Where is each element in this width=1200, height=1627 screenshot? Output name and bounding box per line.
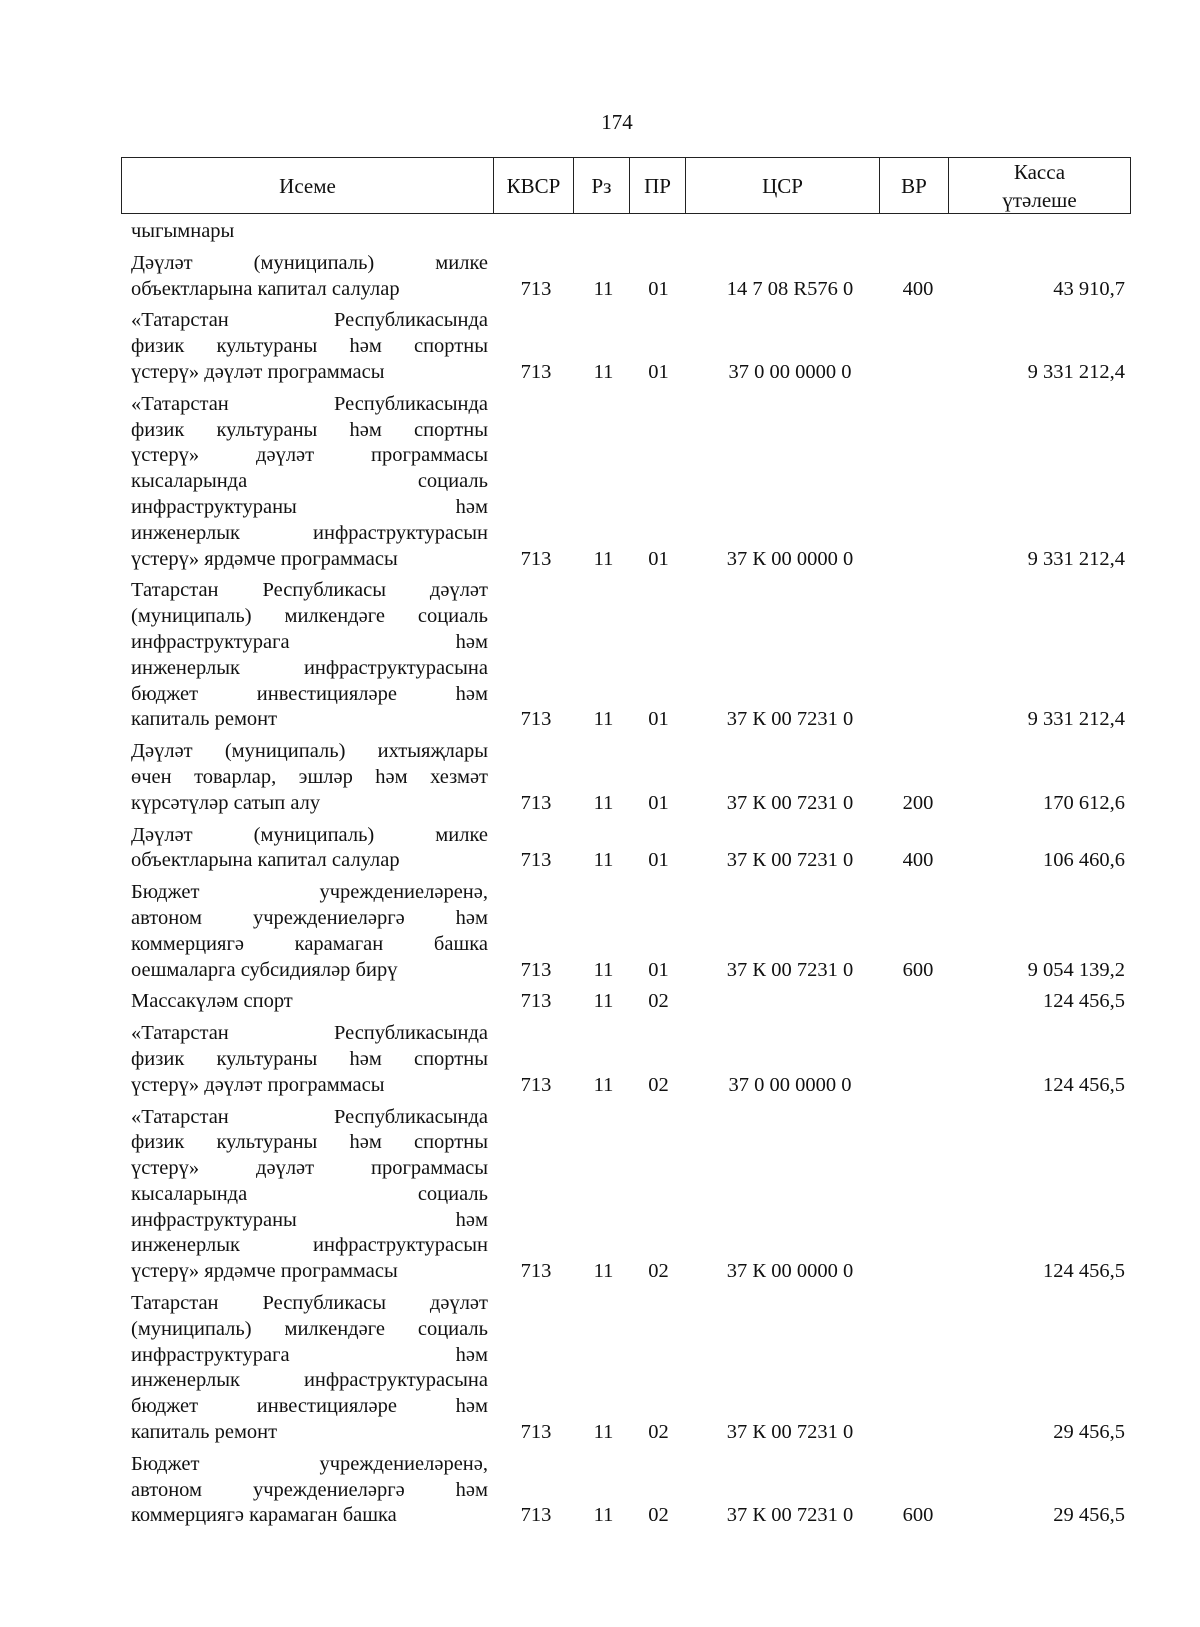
row-name-line: үстерү» дәүләт программасы [131,360,385,383]
table-row [0,578,1200,733]
row-name-line: инфраструктураны һәм [131,1208,488,1231]
row-kvsr: 713 [520,791,552,814]
row-sum: 43 910,7 [1053,277,1125,300]
row-name-line: объектларына капитал салулар [131,849,400,872]
row-name-line: физик культураны һәм спортны [131,418,488,441]
row-csr: 37 К 00 7231 0 [726,1504,854,1527]
row-sum: 29 456,5 [1053,1421,1125,1444]
row-name-line: инфраструктурага һәм [131,1343,488,1366]
row-pr: 01 [648,277,669,300]
row-name-line: физик культураны һәм спортны [131,1131,488,1154]
row-name-line: капиталь ремонт [131,708,278,731]
row-pr: 02 [648,1260,669,1283]
header-kvsr: КВСР [493,158,573,213]
row-vr: 600 [902,958,934,981]
row-name [131,1021,488,1098]
table-row [0,880,1200,983]
row-name-line: үстерү» дәүләт программасы [131,444,488,467]
row-rz: 11 [593,849,614,872]
row-name [131,880,488,983]
table-header [121,157,1131,214]
row-name [131,251,488,303]
header-rz: Рз [573,158,629,213]
row-name-line: «Татарстан Республикасында [131,392,488,415]
row-name-line: Дәүләт (муниципаль) ихтыяҗлары [131,740,488,763]
row-name-line: «Татарстан Республикасында [131,1105,488,1128]
row-vr: 400 [902,277,934,300]
row-pr: 01 [648,360,669,383]
row-name-line: үстерү» ярдәмче программасы [131,547,398,570]
row-pr: 01 [648,791,669,814]
header-sum-line2: үтәлеше [1002,187,1077,212]
row-rz: 11 [593,791,614,814]
row-rz: 11 [593,708,614,731]
row-name [131,1291,488,1446]
row-csr: 37 К 00 7231 0 [726,1421,854,1444]
row-kvsr: 713 [520,360,552,383]
row-kvsr: 713 [520,1073,552,1096]
row-name [131,1105,488,1286]
row-name-line: үстерү» дәүләт программасы [131,1073,385,1096]
header-csr: ЦСР [685,158,879,213]
row-sum: 9 054 139,2 [1027,958,1125,981]
row-pr: 01 [648,958,669,981]
row-rz: 11 [593,1421,614,1444]
row-csr: 37 0 00 0000 0 [728,360,852,383]
row-sum: 9 331 212,4 [1027,708,1125,731]
row-name [131,308,488,385]
row-kvsr: 713 [520,708,552,731]
row-sum: 9 331 212,4 [1027,360,1125,383]
row-rz: 11 [593,990,614,1013]
row-rz: 11 [593,360,614,383]
row-name [131,392,488,573]
row-sum: 124 456,5 [1043,990,1125,1013]
row-rz: 11 [593,1504,614,1527]
row-name-line: автоном учреждениеләргә һәм [131,1478,488,1501]
table-row [0,219,1200,245]
row-name-line: Татарстан Республикасы дәүләт [131,1292,488,1315]
row-kvsr: 713 [520,849,552,872]
row-csr: 37 К 00 7231 0 [726,958,854,981]
table-row [0,823,1200,875]
row-name-line: бюджет инвестицияләре һәм [131,1395,488,1418]
row-rz: 11 [593,547,614,570]
row-csr: 37 0 00 0000 0 [728,1073,852,1096]
row-sum: 106 460,6 [1043,849,1125,872]
row-pr: 01 [648,849,669,872]
row-pr: 01 [648,547,669,570]
row-name-line: инфраструктурага һәм [131,630,488,653]
row-name-line: «Татарстан Республикасында [131,1022,488,1045]
row-pr: 02 [648,990,669,1013]
header-name: Исеме [279,173,336,198]
row-name-line: автоном учреждениеләргә һәм [131,906,488,929]
row-name-line: кысаларында социаль [131,1182,488,1205]
row-name-line: кысаларында социаль [131,470,488,493]
row-vr: 200 [902,791,934,814]
row-pr: 02 [648,1421,669,1444]
row-csr: 37 К 00 7231 0 [726,708,854,731]
row-name-line: физик культураны һәм спортны [131,335,488,358]
row-kvsr: 713 [520,958,552,981]
row-name-line: Дәүләт (муниципаль) милке [131,251,488,274]
row-sum: 124 456,5 [1043,1260,1125,1283]
row-name-line: коммерциягә карамаган башка [131,1504,397,1527]
row-kvsr: 713 [520,1421,552,1444]
row-name-line: объектларына капитал салулар [131,277,400,300]
row-name-line: инфраструктураны һәм [131,495,488,518]
row-rz: 11 [593,277,614,300]
row-csr: 37 К 00 7231 0 [726,791,854,814]
row-name-line: коммерциягә карамаган башка [131,932,488,955]
row-name-line: Татарстан Республикасы дәүләт [131,579,488,602]
row-csr: 37 К 00 0000 0 [726,547,854,570]
row-name-line: «Татарстан Республикасында [131,309,488,332]
row-name-line: (муниципаль) милкендәге социаль [131,1317,488,1340]
table-row [0,1021,1200,1098]
row-name-line: Дәүләт (муниципаль) милке [131,823,488,846]
row-csr: 14 7 08 R576 0 [726,277,854,300]
row-name-line: Массакүләм спорт [131,990,293,1013]
row-name-line: үстерү» дәүләт программасы [131,1157,488,1180]
row-name [131,989,488,1015]
table-row [0,1452,1200,1529]
row-name-line: инженерлык инфраструктурасына [131,1369,488,1392]
row-name-line: өчен товарлар, эшләр һәм хезмәт [131,765,488,788]
table-row [0,308,1200,385]
row-kvsr: 713 [520,547,552,570]
header-sum-line1: Касса [1013,159,1066,184]
row-name [131,1452,488,1529]
row-name-line: Бюджет учреждениеләренә, [131,1452,488,1475]
row-name-line: Бюджет учреждениеләренә, [131,881,488,904]
row-csr: 37 К 00 7231 0 [726,849,854,872]
row-kvsr: 713 [520,1504,552,1527]
row-name-line: күрсәтүләр сатып алу [131,791,321,814]
row-vr: 600 [902,1504,934,1527]
row-kvsr: 713 [520,277,552,300]
row-name-line: бюджет инвестицияләре һәм [131,682,488,705]
row-name-line: чыгымнары [131,220,235,242]
header-pr: ПР [629,158,685,213]
row-pr: 01 [648,708,669,731]
row-rz: 11 [593,1073,614,1096]
row-name-line: (муниципаль) милкендәге социаль [131,605,488,628]
row-name-line: физик культураны һәм спортны [131,1047,488,1070]
table-row [0,1105,1200,1286]
row-name-line: инженерлык инфраструктурасын [131,521,488,544]
row-kvsr: 713 [520,990,552,1013]
table-row [0,251,1200,303]
row-sum: 9 331 212,4 [1027,547,1125,570]
row-name [131,823,488,875]
table-body [0,219,1200,1535]
row-name-line: инженерлык инфраструктурасына [131,656,488,679]
row-kvsr: 713 [520,1260,552,1283]
table-row [0,392,1200,573]
row-name-line: үстерү» ярдәмче программасы [131,1260,398,1283]
header-vr: ВР [879,158,948,213]
row-rz: 11 [593,1260,614,1283]
row-sum: 170 612,6 [1043,791,1125,814]
row-pr: 02 [648,1504,669,1527]
row-gap [0,1529,1200,1535]
row-name [131,219,488,245]
table-row [0,739,1200,816]
table-row [0,1291,1200,1446]
row-name-line: оешмаларга субсидияләр бирү [131,958,398,981]
row-sum: 124 456,5 [1043,1073,1125,1096]
row-name [131,739,488,816]
row-csr: 37 К 00 0000 0 [726,1260,854,1283]
row-vr: 400 [902,849,934,872]
page-number: 174 [601,110,633,134]
header-sum [948,158,1130,213]
table-row [0,989,1200,1015]
row-name-line: инженерлык инфраструктурасын [131,1234,488,1257]
row-name [131,578,488,733]
row-sum: 29 456,5 [1053,1504,1125,1527]
row-rz: 11 [593,958,614,981]
row-pr: 02 [648,1073,669,1096]
row-name-line: капиталь ремонт [131,1421,278,1444]
